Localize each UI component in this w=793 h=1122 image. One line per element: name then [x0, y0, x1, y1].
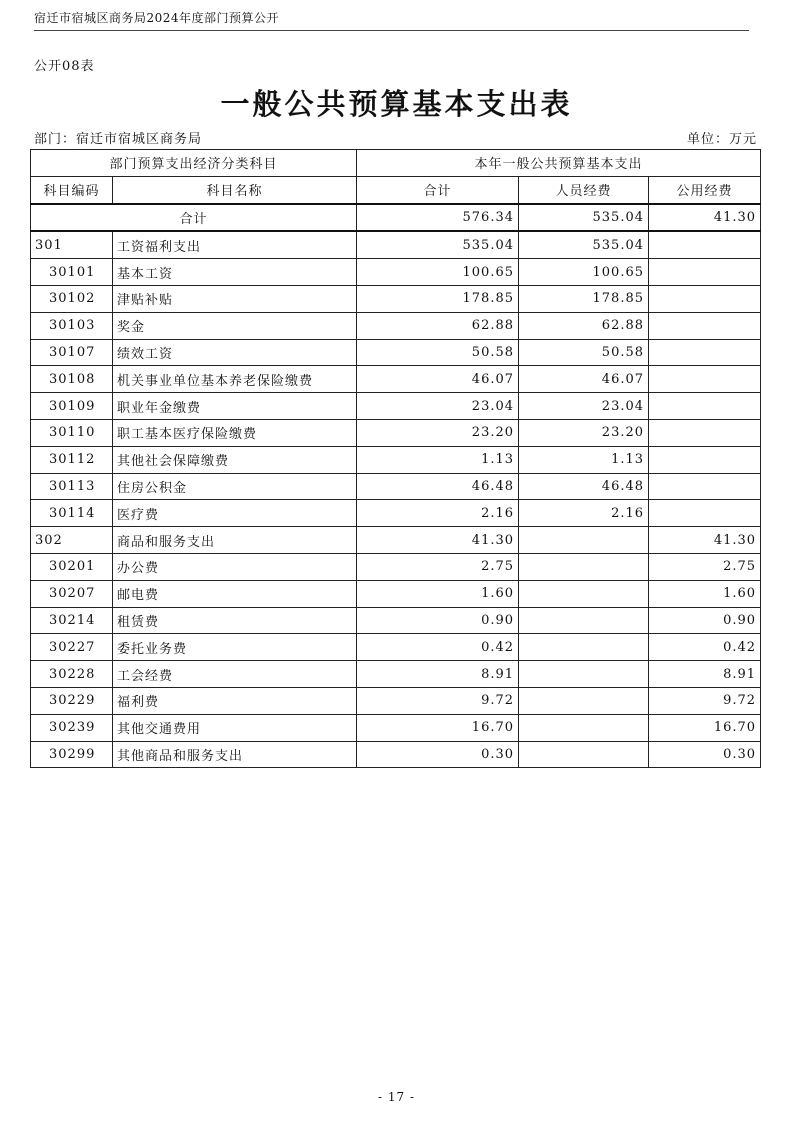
row-public: 16.70 — [649, 714, 761, 741]
row-public — [649, 446, 761, 473]
row-code: 30107 — [31, 339, 113, 366]
row-name: 福利费 — [113, 687, 357, 714]
row-total: 46.48 — [357, 473, 519, 500]
row-code: 301 — [31, 231, 113, 258]
total-row — [31, 204, 761, 232]
row-personnel — [519, 607, 649, 634]
table-row — [31, 714, 761, 741]
row-personnel — [519, 580, 649, 607]
row-name: 奖金 — [113, 312, 357, 339]
form-number: 公开08表 — [34, 59, 95, 74]
row-public: 9.72 — [649, 687, 761, 714]
row-name: 津贴补贴 — [113, 285, 357, 312]
row-personnel — [519, 714, 649, 741]
row-personnel: 1.13 — [519, 446, 649, 473]
row-personnel: 535.04 — [519, 231, 649, 258]
table-row — [31, 231, 761, 258]
row-public — [649, 259, 761, 286]
budget-table — [30, 149, 761, 768]
unit-label: 单位：万元 — [686, 132, 757, 147]
row-personnel: 178.85 — [519, 285, 649, 312]
column-header-total: 合计 — [357, 176, 519, 203]
total-label: 合计 — [31, 204, 357, 232]
department-label: 部门：宿迁市宿城区商务局 — [34, 132, 203, 147]
table-row — [31, 634, 761, 661]
row-personnel — [519, 741, 649, 768]
row-name: 职业年金缴费 — [113, 393, 357, 420]
row-personnel: 62.88 — [519, 312, 649, 339]
table-row — [31, 553, 761, 580]
table-row — [31, 285, 761, 312]
table-row — [31, 661, 761, 688]
row-code: 30239 — [31, 714, 113, 741]
row-code: 30299 — [31, 741, 113, 768]
row-code: 30102 — [31, 285, 113, 312]
row-total: 23.20 — [357, 419, 519, 446]
table-row — [31, 687, 761, 714]
table-row — [31, 366, 761, 393]
row-personnel: 23.20 — [519, 419, 649, 446]
column-header-name: 科目名称 — [113, 176, 357, 203]
row-personnel: 46.07 — [519, 366, 649, 393]
row-personnel: 50.58 — [519, 339, 649, 366]
row-name: 委托业务费 — [113, 634, 357, 661]
row-name: 其他商品和服务支出 — [113, 741, 357, 768]
row-total: 2.16 — [357, 500, 519, 527]
column-header-public: 公用经费 — [649, 176, 761, 203]
table-row — [31, 527, 761, 554]
row-public: 2.75 — [649, 553, 761, 580]
row-code: 30114 — [31, 500, 113, 527]
row-code: 302 — [31, 527, 113, 554]
row-total: 9.72 — [357, 687, 519, 714]
row-name: 绩效工资 — [113, 339, 357, 366]
table-row — [31, 339, 761, 366]
row-total: 23.04 — [357, 393, 519, 420]
row-total: 0.42 — [357, 634, 519, 661]
row-public — [649, 231, 761, 258]
row-name: 医疗费 — [113, 500, 357, 527]
table-row — [31, 393, 761, 420]
row-personnel: 46.48 — [519, 473, 649, 500]
table-row — [31, 419, 761, 446]
table-row — [31, 500, 761, 527]
row-public — [649, 393, 761, 420]
row-code: 30101 — [31, 259, 113, 286]
row-total: 62.88 — [357, 312, 519, 339]
row-name: 其他社会保障缴费 — [113, 446, 357, 473]
row-name: 邮电费 — [113, 580, 357, 607]
row-code: 30214 — [31, 607, 113, 634]
row-public: 0.42 — [649, 634, 761, 661]
row-public: 41.30 — [649, 527, 761, 554]
row-personnel — [519, 634, 649, 661]
row-code: 30108 — [31, 366, 113, 393]
row-personnel: 100.65 — [519, 259, 649, 286]
table-row — [31, 741, 761, 768]
row-total: 41.30 — [357, 527, 519, 554]
row-code: 30227 — [31, 634, 113, 661]
row-personnel: 23.04 — [519, 393, 649, 420]
row-public — [649, 473, 761, 500]
page-title: 一般公共预算基本支出表 — [220, 87, 573, 121]
row-personnel: 2.16 — [519, 500, 649, 527]
column-header-personnel: 人员经费 — [519, 176, 649, 203]
group-header-row — [31, 150, 761, 177]
row-name: 工资福利支出 — [113, 231, 357, 258]
table-row — [31, 259, 761, 286]
table-row — [31, 607, 761, 634]
row-code: 30112 — [31, 446, 113, 473]
table-row — [31, 446, 761, 473]
row-name: 办公费 — [113, 553, 357, 580]
row-name: 基本工资 — [113, 259, 357, 286]
row-name: 机关事业单位基本养老保险缴费 — [113, 366, 357, 393]
row-name: 职工基本医疗保险缴费 — [113, 419, 357, 446]
row-name: 租赁费 — [113, 607, 357, 634]
row-code: 30109 — [31, 393, 113, 420]
row-public: 0.30 — [649, 741, 761, 768]
row-code: 30201 — [31, 553, 113, 580]
column-header-row — [31, 176, 761, 203]
total-sum: 576.34 — [357, 204, 519, 232]
group-header-expenditure: 本年一般公共预算基本支出 — [357, 150, 761, 177]
table-row — [31, 312, 761, 339]
row-total: 535.04 — [357, 231, 519, 258]
row-total: 50.58 — [357, 339, 519, 366]
document-running-header: 宿迁市宿城区商务局2024年度部门预算公开 — [34, 9, 749, 31]
row-personnel — [519, 527, 649, 554]
row-total: 2.75 — [357, 553, 519, 580]
row-total: 100.65 — [357, 259, 519, 286]
row-public: 1.60 — [649, 580, 761, 607]
row-total: 0.90 — [357, 607, 519, 634]
group-header-classification: 部门预算支出经济分类科目 — [31, 150, 357, 177]
row-public: 8.91 — [649, 661, 761, 688]
row-total: 1.60 — [357, 580, 519, 607]
row-code: 30229 — [31, 687, 113, 714]
row-public — [649, 285, 761, 312]
row-code: 30113 — [31, 473, 113, 500]
row-personnel — [519, 553, 649, 580]
row-code: 30103 — [31, 312, 113, 339]
row-name: 工会经费 — [113, 661, 357, 688]
row-name: 其他交通费用 — [113, 714, 357, 741]
row-public — [649, 419, 761, 446]
row-total: 8.91 — [357, 661, 519, 688]
total-public: 41.30 — [649, 204, 761, 232]
row-total: 16.70 — [357, 714, 519, 741]
row-total: 1.13 — [357, 446, 519, 473]
row-personnel — [519, 687, 649, 714]
row-personnel — [519, 661, 649, 688]
row-public: 0.90 — [649, 607, 761, 634]
row-code: 30207 — [31, 580, 113, 607]
row-public — [649, 500, 761, 527]
row-total: 178.85 — [357, 285, 519, 312]
page-number: - 17 - — [377, 1090, 415, 1104]
row-total: 0.30 — [357, 741, 519, 768]
column-header-code: 科目编码 — [31, 176, 113, 203]
table-row — [31, 580, 761, 607]
row-public — [649, 339, 761, 366]
table-row — [31, 473, 761, 500]
row-public — [649, 366, 761, 393]
row-name: 住房公积金 — [113, 473, 357, 500]
row-total: 46.07 — [357, 366, 519, 393]
row-public — [649, 312, 761, 339]
row-name: 商品和服务支出 — [113, 527, 357, 554]
row-code: 30228 — [31, 661, 113, 688]
total-personnel: 535.04 — [519, 204, 649, 232]
row-code: 30110 — [31, 419, 113, 446]
